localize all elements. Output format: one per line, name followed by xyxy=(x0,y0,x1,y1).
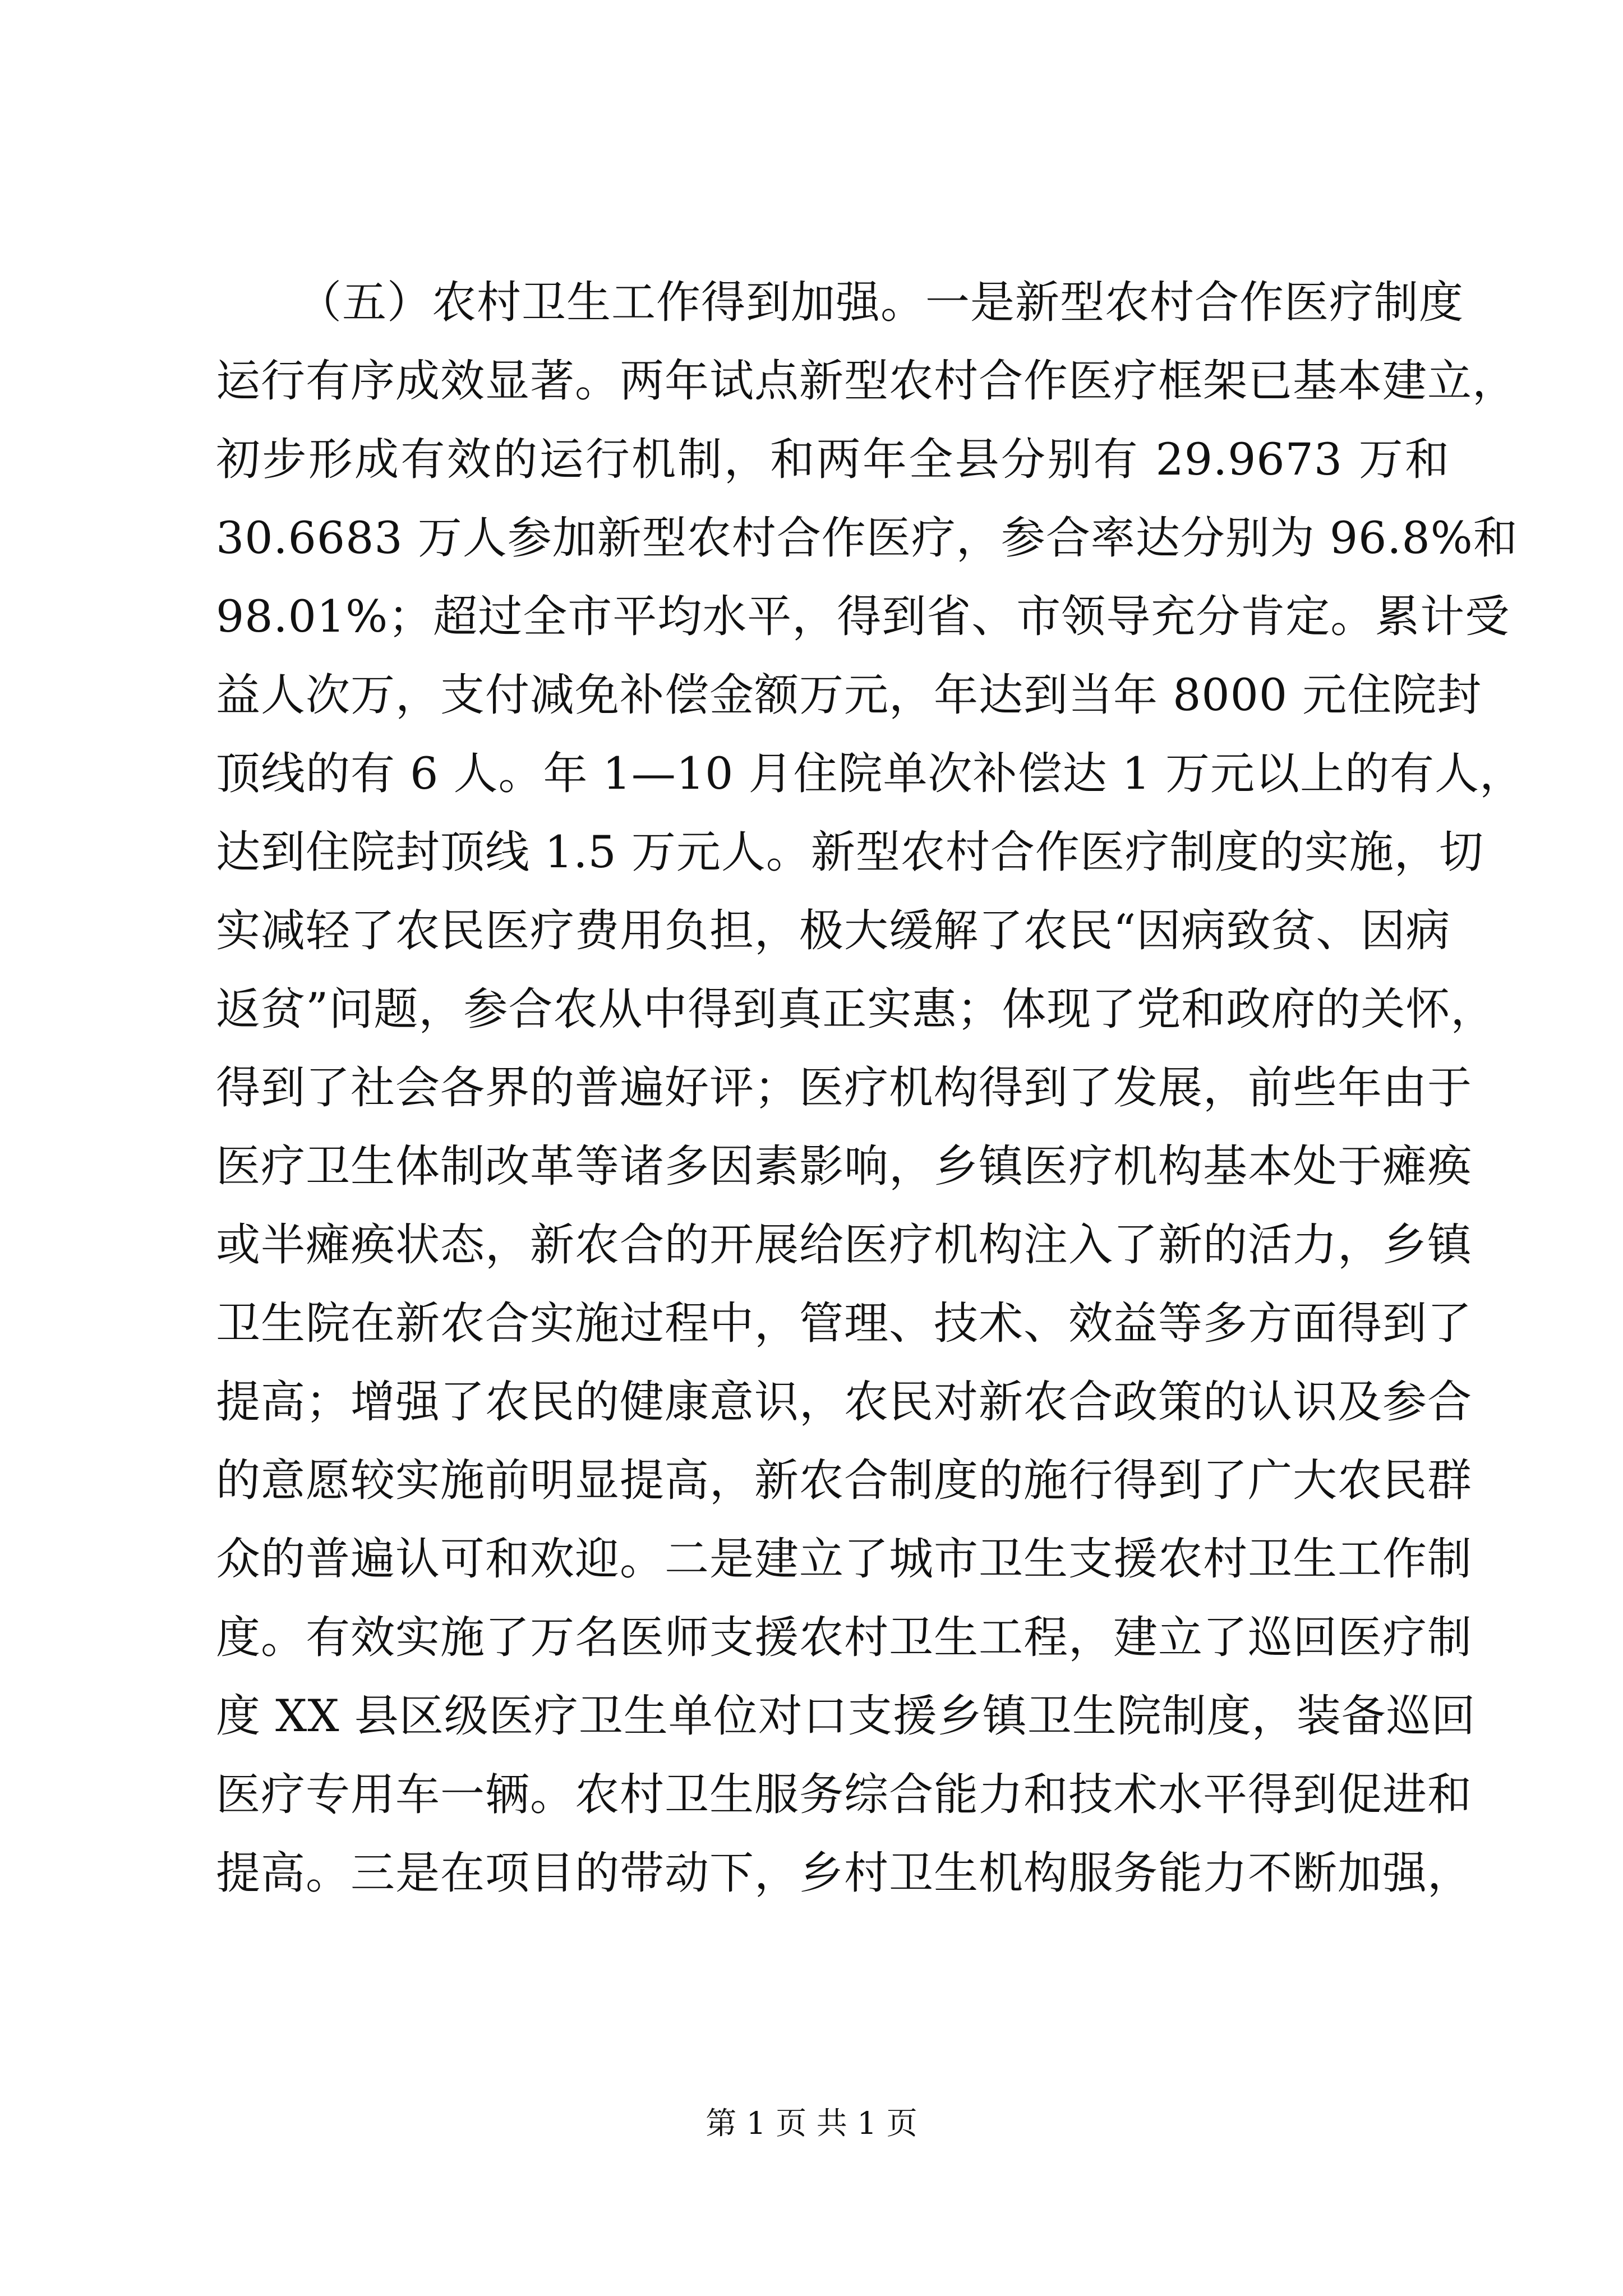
text-line: 医疗卫生体制改革等诸多因素影响，乡镇医疗机构基本处于瘫痪 xyxy=(216,1140,1472,1192)
text-line: 实减轻了农民医疗费用负担，极大缓解了农民“因病致贫、因病 xyxy=(216,905,1451,956)
text-line: 达到住院封顶线 1.5 万元人。新型农村合作医疗制度的实施，切 xyxy=(216,826,1484,878)
text-line: 得到了社会各界的普遍好评；医疗机构得到了发展，前些年由于 xyxy=(216,1062,1472,1114)
text-line: 30.6683 万人参加新型农村合作医疗，参合率达分别为 96.8%和 xyxy=(216,512,1518,564)
text-line: 提高；增强了农民的健康意识，农民对新农合政策的认识及参合 xyxy=(216,1376,1472,1428)
text-line: 的意愿较实施前明显提高，新农合制度的施行得到了广大农民群 xyxy=(216,1455,1472,1506)
text-line: 卫生院在新农合实施过程中，管理、技术、效益等多方面得到了 xyxy=(216,1297,1472,1349)
text-line: 顶线的有 6 人。年 1—10 月住院单次补偿达 1 万元以上的有人， xyxy=(216,748,1524,799)
page-number: 第 1 页 共 1 页 xyxy=(706,2105,917,2141)
text-line: 医疗专用车一辆。农村卫生服务综合能力和技术水平得到促进和 xyxy=(216,1769,1472,1820)
text-line: 众的普遍认可和欢迎。二是建立了城市卫生支援农村卫生工作制 xyxy=(216,1533,1472,1585)
page-footer xyxy=(0,2101,1623,2146)
text-line: 98.01%；超过全市平均水平，得到省、市领导充分肯定。累计受 xyxy=(216,591,1510,642)
text-line: 运行有序成效显著。两年试点新型农村合作医疗框架已基本建立， xyxy=(216,355,1517,407)
text-line: （五）农村卫生工作得到加强。一是新型农村合作医疗制度 xyxy=(297,277,1464,328)
text-line: 提高。三是在项目的带动下，乡村卫生机构服务能力不断加强， xyxy=(216,1847,1472,1899)
text-line: 返贫”问题，参合农从中得到真正实惠；体现了党和政府的关怀， xyxy=(216,983,1496,1035)
text-line: 益人次万，支付减免补偿金额万元，年达到当年 8000 元住院封 xyxy=(216,669,1482,721)
text-line: 初步形成有效的运行机制，和两年全县分别有 29.9673 万和 xyxy=(216,434,1450,485)
text-line: 或半瘫痪状态，新农合的开展给医疗机构注入了新的活力，乡镇 xyxy=(216,1219,1472,1271)
text-line: 度 XX 县区级医疗卫生单位对口支援乡镇卫生院制度，装备巡回 xyxy=(216,1690,1476,1742)
text-line: 度。有效实施了万名医师支援农村卫生工程，建立了巡回医疗制 xyxy=(216,1612,1472,1663)
